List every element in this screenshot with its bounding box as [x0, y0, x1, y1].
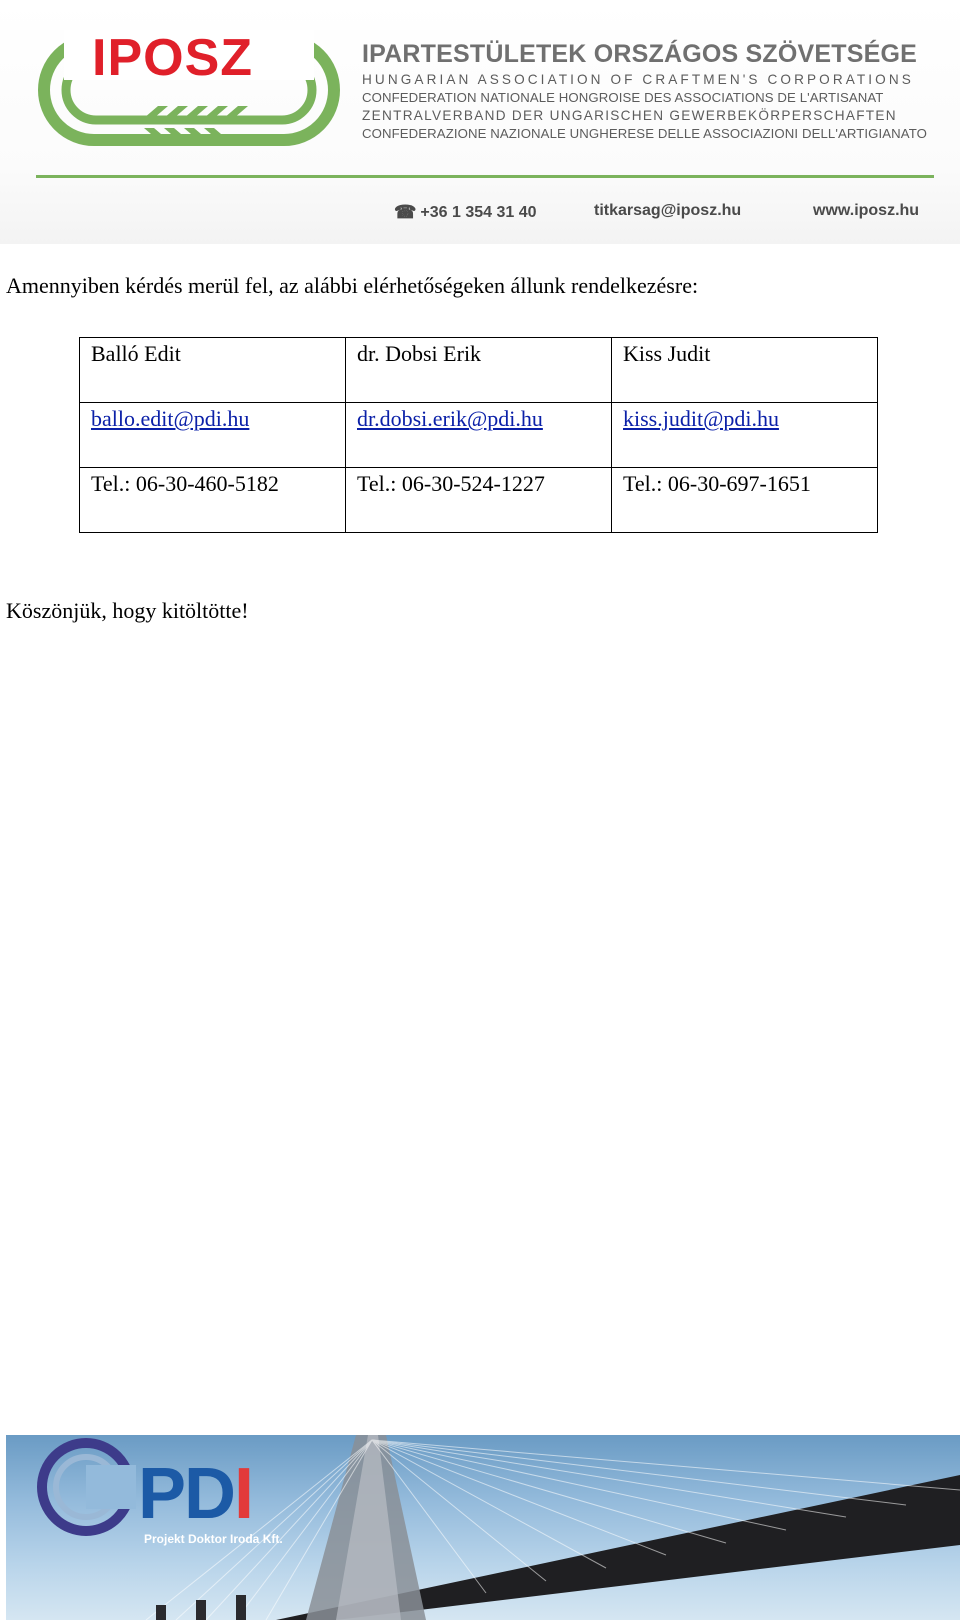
pdi-logo-i: I: [234, 1454, 253, 1534]
pdi-logo-d: D: [184, 1454, 235, 1534]
header-email[interactable]: titkarsag@iposz.hu: [594, 202, 742, 219]
pdi-swirl-icon: [42, 1443, 136, 1531]
org-name-it: CONFEDERAZIONE NAZIONALE UNGHERESE DELLE ASSOCIAZIONI DELL'ARTIGIANATO: [362, 126, 927, 141]
contact-email-link[interactable]: dr.dobsi.erik@pdi.hu: [357, 406, 543, 431]
contact-name: Kiss Judit: [612, 338, 878, 403]
organization-names: [362, 40, 934, 141]
pdi-caption: Projekt Doktor Iroda Kft.: [144, 1532, 283, 1546]
pdi-logo-p: P: [138, 1454, 185, 1534]
pdi-logo-text: [138, 1453, 252, 1535]
table-row-emails: [80, 403, 878, 468]
contact-email-link[interactable]: kiss.judit@pdi.hu: [623, 406, 779, 431]
org-name: IPARTESTÜLETEK ORSZÁGOS SZÖVETSÉGE: [362, 40, 918, 68]
phone-icon: ☎: [394, 202, 417, 222]
contacts-table: [79, 337, 878, 533]
header-phone: [394, 202, 537, 223]
table-row-names: [80, 338, 878, 403]
org-name-en: HUNGARIAN ASSOCIATION OF CRAFTMEN'S CORPORATIONS: [362, 72, 914, 87]
intro-text: Amennyiben kérdés merül fel, az alábbi elérhetőségeken állunk rendelkezésre:: [6, 273, 699, 298]
contact-name: dr. Dobsi Erik: [346, 338, 612, 403]
header-divider: [36, 175, 934, 178]
contact-email-link[interactable]: ballo.edit@pdi.hu: [91, 406, 250, 431]
contact-phone: Tel.: 06-30-460-5182: [80, 468, 346, 533]
contact-name: Balló Edit: [80, 338, 346, 403]
org-name-fr: CONFEDERATION NATIONALE HONGROISE DES ASSOCIATIONS DE L'ARTISANAT: [362, 90, 884, 105]
contact-email-cell: [346, 403, 612, 468]
thanks-text: Köszönjük, hogy kitöltötte!: [6, 598, 249, 623]
header-phone-number: +36 1 354 31 40: [420, 203, 537, 221]
header-banner: [0, 0, 960, 244]
contact-email-cell: [612, 403, 878, 468]
org-name-de: ZENTRALVERBAND DER UNGARISCHEN GEWERBEKÖRPERSCHAFTEN: [362, 108, 897, 123]
contact-email-cell: [80, 403, 346, 468]
header-website[interactable]: www.iposz.hu: [813, 202, 920, 219]
footer-banner: [6, 1435, 960, 1620]
contact-phone: Tel.: 06-30-524-1227: [346, 468, 612, 533]
table-row-phones: [80, 468, 878, 533]
contact-phone: Tel.: 06-30-697-1651: [612, 468, 878, 533]
logo-text: IPOSZ: [92, 29, 254, 87]
